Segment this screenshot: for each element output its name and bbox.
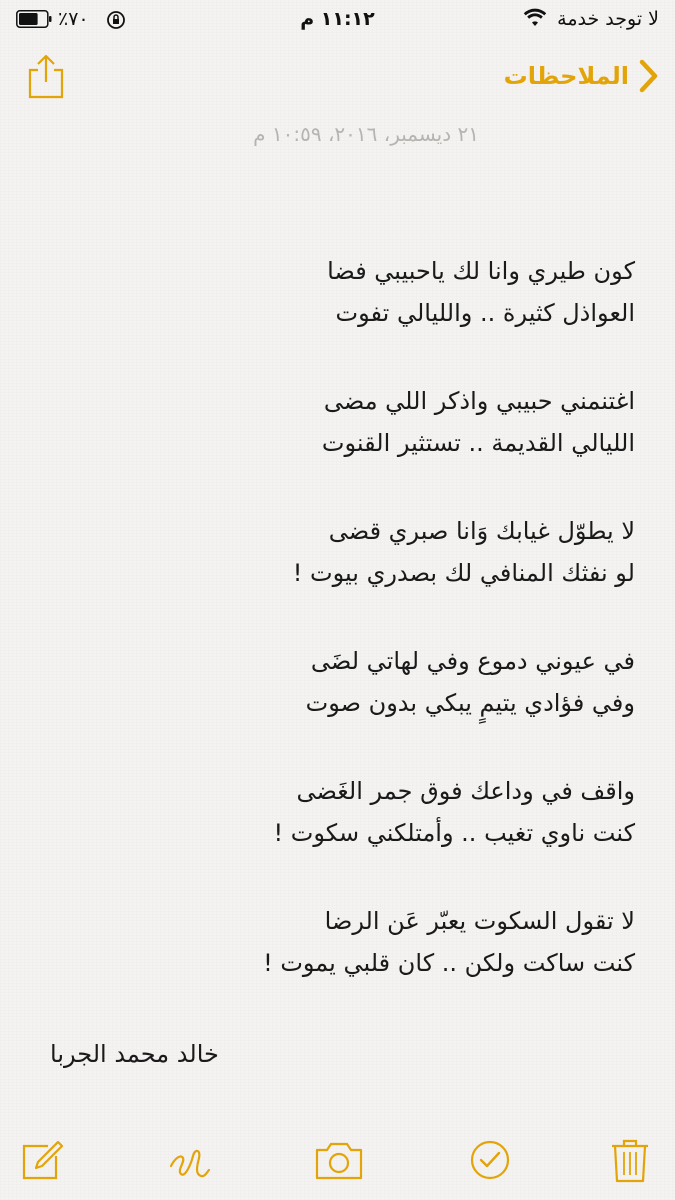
note-stanza [35, 510, 635, 594]
note-line: وفي فؤادي يتيمٍ يبكي بدون صوت [305, 689, 635, 717]
rotation-lock-icon [106, 10, 126, 30]
trash-icon [606, 1136, 654, 1184]
note-line: واقف في وداعك فوق جمر الغَضى [296, 777, 635, 805]
note-line: لا يطوّل غيابك وَانا صبري قضى [328, 517, 635, 545]
note-line: لو نفثك المنافي لك بصدري بيوت ! [292, 559, 635, 587]
chevron-right-icon [637, 59, 659, 93]
camera-button[interactable] [312, 1136, 366, 1184]
note-signature: خالد محمد الجربا [50, 1040, 219, 1068]
note-line: الليالي القديمة .. تستثير القنوت [321, 429, 635, 457]
note-stanza [35, 380, 635, 464]
note-line: العواذل كثيرة .. والليالي تفوت [335, 299, 635, 327]
navigation-bar [0, 44, 675, 108]
battery-percent: ٪٧٠ [58, 8, 89, 30]
note-stanza [35, 900, 635, 984]
sketch-button[interactable] [165, 1136, 213, 1184]
status-bar [0, 0, 675, 40]
note-line: كون طيري وانا لك ياحبيبي فضا [327, 257, 635, 285]
clock: ١١:١٢ م [300, 8, 375, 30]
note-stanza [35, 640, 635, 724]
share-icon [24, 52, 68, 100]
sketch-icon [165, 1136, 213, 1184]
note-line: لا تقول السكوت يعبّر عَن الرضا [324, 907, 635, 935]
note-stanza [35, 250, 635, 334]
note-body[interactable] [35, 250, 635, 1030]
checklist-button[interactable] [466, 1136, 514, 1184]
note-line: في عيوني دموع وفي لهاتي لضَى [310, 647, 635, 675]
note-date: ٢١ ديسمبر، ٢٠١٦، ١٠:٥٩ م [253, 122, 479, 146]
delete-button[interactable] [606, 1136, 654, 1184]
battery-icon [16, 10, 52, 28]
note-stanza [35, 770, 635, 854]
carrier-label: لا توجد خدمة [557, 8, 659, 30]
back-button[interactable] [504, 56, 659, 96]
note-line: كنت ساكت ولكن .. كان قلبي يموت ! [263, 949, 635, 977]
bottom-toolbar [0, 1120, 675, 1200]
checklist-icon [466, 1136, 514, 1184]
compose-button[interactable] [18, 1136, 66, 1184]
back-button-label: الملاحظات [503, 62, 629, 90]
note-line: اغتنمني حبيبي واذكر اللي مضى [323, 387, 635, 415]
camera-icon [312, 1136, 366, 1184]
note-line: كنت ناوي تغيب .. وأمتلكني سكوت ! [273, 819, 635, 847]
compose-icon [18, 1136, 66, 1184]
share-button[interactable] [24, 52, 68, 100]
